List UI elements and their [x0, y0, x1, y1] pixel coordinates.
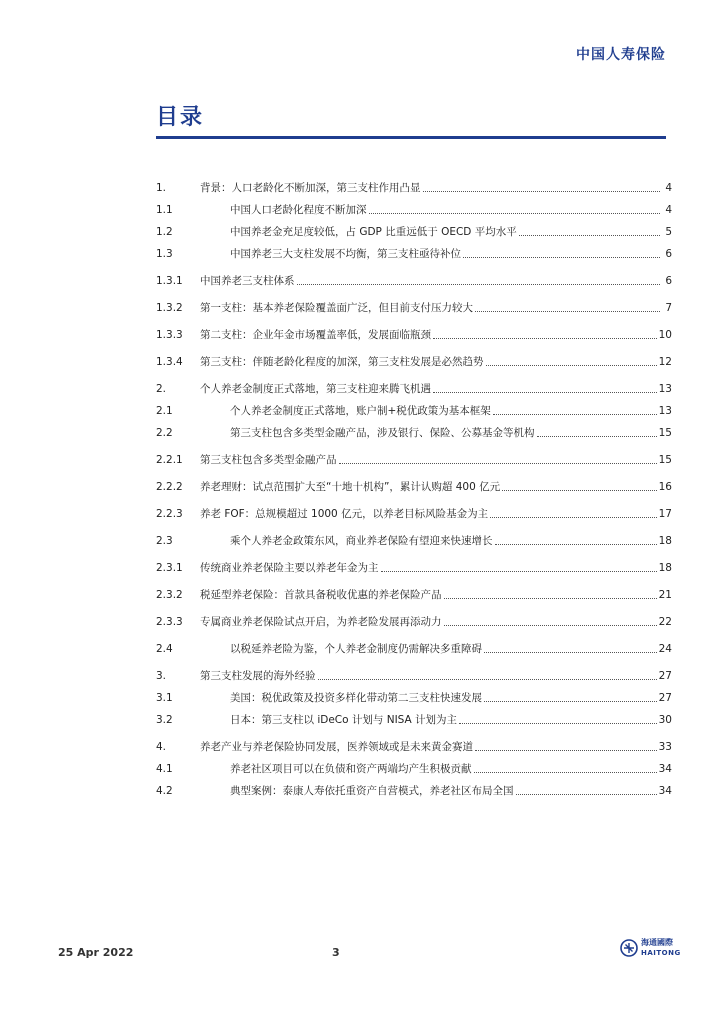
toc-entry-number: 1.1 [156, 204, 173, 216]
toc-entry-number: 4.1 [156, 763, 173, 775]
toc-leader-dots [339, 462, 657, 464]
toc-leader-dots [444, 624, 657, 626]
toc-entry[interactable] [156, 239, 672, 261]
toc-entry[interactable] [156, 320, 672, 342]
toc-entry-page: 15 [658, 427, 672, 439]
toc-entry-number: 1. [156, 182, 167, 194]
toc-entry-number: 1.3.2 [156, 302, 183, 314]
toc-entry-title: 养老社区项目可以在负债和资产两端均产生积极贡献 [230, 763, 472, 775]
toc-entry-number: 3.2 [156, 714, 173, 726]
toc-entry-title: 中国人口老龄化程度不断加深 [230, 204, 367, 216]
toc-entry-page: 34 [658, 785, 672, 797]
toc-entry-title: 背景：人口老龄化不断加深，第三支柱作用凸显 [200, 182, 421, 194]
toc-leader-dots [502, 489, 657, 491]
toc-entry-number: 1.3 [156, 248, 173, 260]
toc-entry-title: 专属商业养老保险试点开启，为养老险发展再添动力 [200, 616, 442, 628]
toc-entry-number: 3. [156, 670, 167, 682]
toc-entry-number: 1.3.4 [156, 356, 183, 368]
toc-leader-dots [423, 190, 661, 192]
toc-leader-dots [474, 771, 657, 773]
toc-entry-number: 2.2.3 [156, 508, 183, 520]
toc-leader-dots [495, 543, 657, 545]
toc-entry-title: 第三支柱：伴随老龄化程度的加深，第三支柱发展是必然趋势 [200, 356, 484, 368]
toc-entry[interactable] [156, 526, 672, 548]
toc-entry-title: 养老产业与养老保险协同发展，医养领域或是未来黄金赛道 [200, 741, 473, 753]
toc-entry[interactable] [156, 396, 672, 418]
toc-leader-dots [369, 212, 661, 214]
toc-entry-page: 27 [658, 692, 672, 704]
toc-entry-number: 2.2.2 [156, 481, 183, 493]
toc-entry-number: 2.1 [156, 405, 173, 417]
toc-entry-number: 1.3.3 [156, 329, 183, 341]
toc-entry-title: 第三支柱包含多类型金融产品 [200, 454, 337, 466]
toc-entry-page: 18 [658, 562, 672, 574]
toc-entry-title: 个人养老金制度正式落地，账户制+税优政策为基本框架 [230, 405, 491, 417]
report-header-title: 中国人寿保险 [576, 47, 666, 63]
toc-entry[interactable] [156, 754, 672, 776]
toc-entry-number: 2.3 [156, 535, 173, 547]
toc-entry-title: 典型案例：泰康人寿依托重资产自营模式，养老社区布局全国 [230, 785, 514, 797]
toc-entry[interactable] [156, 195, 672, 217]
toc-entry-title: 养老 FOF：总规模超过 1000 亿元，以养老目标风险基金为主 [200, 508, 489, 520]
toc-entry[interactable] [156, 683, 672, 705]
toc-entry-title: 第三支柱包含多类型金融产品，涉及银行、保险、公募基金等机构 [230, 427, 535, 439]
toc-entry-page: 21 [658, 589, 672, 601]
toc-entry-number: 4. [156, 741, 167, 753]
toc-entry-number: 2.3.1 [156, 562, 183, 574]
toc-entry-title: 日本：第三支柱以 iDeCo 计划与 NISA 计划为主 [230, 714, 458, 726]
toc-entry[interactable] [156, 374, 672, 396]
toc-entry-title: 税延型养老保险：首款具备税收优惠的养老保险产品 [200, 589, 442, 601]
toc-entry[interactable] [156, 607, 672, 629]
toc-entry[interactable] [156, 661, 672, 683]
toc-entry-title: 第一支柱：基本养老保险覆盖面广泛，但目前支付压力较大 [200, 302, 473, 314]
toc-entry-page: 17 [658, 508, 672, 520]
toc-entry[interactable] [156, 553, 672, 575]
toc-entry[interactable] [156, 499, 672, 521]
toc-entry-page: 6 [665, 248, 672, 260]
toc-entry-number: 4.2 [156, 785, 173, 797]
toc-entry-title: 传统商业养老保险主要以养老年金为主 [200, 562, 379, 574]
toc-entry-number: 3.1 [156, 692, 173, 704]
toc-entry-number: 1.2 [156, 226, 173, 238]
toc-entry-page: 33 [658, 741, 672, 753]
toc-entry-page: 4 [665, 182, 672, 194]
toc-entry[interactable] [156, 634, 672, 656]
toc-leader-dots [297, 283, 661, 285]
logo-chinese-text: 海通國際 [641, 938, 673, 947]
footer-date: 25 Apr 2022 [58, 946, 134, 959]
toc-leader-dots [519, 234, 660, 236]
toc-leader-dots [459, 722, 657, 724]
toc-entry[interactable] [156, 776, 672, 798]
footer-page-number: 3 [332, 946, 340, 959]
toc-entry-title: 个人养老金制度正式落地，第三支柱迎来腾飞机遇 [200, 383, 431, 395]
toc-entry-page: 34 [658, 763, 672, 775]
haitong-logo [620, 938, 681, 958]
toc-leader-dots [490, 516, 657, 518]
toc-entry[interactable] [156, 347, 672, 369]
toc-entry-title: 养老理财：试点范围扩大至“十地十机构”，累计认购超 400 亿元 [200, 481, 501, 493]
toc-entry-number: 2.2.1 [156, 454, 183, 466]
toc-entry[interactable] [156, 293, 672, 315]
toc-leader-dots [484, 700, 657, 702]
toc-entry-title: 第三支柱发展的海外经验 [200, 670, 316, 682]
toc-entry[interactable] [156, 705, 672, 727]
toc-entry-page: 13 [658, 405, 672, 417]
title-divider [156, 136, 666, 139]
toc-entry-number: 1.3.1 [156, 275, 183, 287]
toc-entry[interactable] [156, 580, 672, 602]
toc-entry-page: 27 [658, 670, 672, 682]
toc-entry[interactable] [156, 445, 672, 467]
toc-leader-dots [463, 256, 660, 258]
toc-leader-dots [444, 597, 657, 599]
toc-entry-title: 乘个人养老金政策东风，商业养老保险有望迎来快速增长 [230, 535, 493, 547]
toc-leader-dots [433, 337, 657, 339]
toc-entry[interactable] [156, 173, 672, 195]
toc-entry-title: 中国养老金充足度较低，占 GDP 比重远低于 OECD 平均水平 [230, 226, 517, 238]
toc-entry-page: 16 [658, 481, 672, 493]
toc-entry-title: 以税延养老险为鉴，个人养老金制度仍需解决多重障碍 [230, 643, 482, 655]
toc-entry-page: 4 [665, 204, 672, 216]
toc-entry-page: 12 [658, 356, 672, 368]
toc-leader-dots [537, 435, 657, 437]
toc-leader-dots [433, 391, 657, 393]
toc-entry-page: 18 [658, 535, 672, 547]
toc-leader-dots [475, 749, 657, 751]
toc-leader-dots [484, 651, 657, 653]
toc-entry-number: 2. [156, 383, 167, 395]
toc-entry-title: 第二支柱：企业年金市场覆盖率低，发展面临瓶颈 [200, 329, 431, 341]
toc-leader-dots [486, 364, 657, 366]
toc-entry[interactable] [156, 418, 672, 440]
toc-leader-dots [318, 678, 657, 680]
haitong-logo-icon [620, 939, 638, 957]
toc-entry-title: 中国养老三支柱体系 [200, 275, 295, 287]
toc-entry-page: 24 [658, 643, 672, 655]
toc-leader-dots [381, 570, 657, 572]
toc-entry-number: 2.2 [156, 427, 173, 439]
toc-entry-number: 2.3.2 [156, 589, 183, 601]
toc-entry[interactable] [156, 732, 672, 754]
toc-entry-title: 美国：税优政策及投资多样化带动第二三支柱快速发展 [230, 692, 482, 704]
toc-entry[interactable] [156, 472, 672, 494]
toc-leader-dots [475, 310, 660, 312]
toc-entry-page: 7 [665, 302, 672, 314]
toc-entry-page: 13 [658, 383, 672, 395]
toc-entry[interactable] [156, 217, 672, 239]
logo-english-text: HAITONG [641, 949, 681, 957]
toc-entry-page: 6 [665, 275, 672, 287]
toc-entry-number: 2.3.3 [156, 616, 183, 628]
toc-entry-page: 10 [658, 329, 672, 341]
toc-entry-page: 30 [658, 714, 672, 726]
table-of-contents [156, 173, 672, 798]
toc-entry-number: 2.4 [156, 643, 173, 655]
toc-entry-title: 中国养老三大支柱发展不均衡，第三支柱亟待补位 [230, 248, 461, 260]
toc-entry-page: 15 [658, 454, 672, 466]
toc-leader-dots [516, 793, 657, 795]
toc-entry-page: 22 [658, 616, 672, 628]
toc-entry[interactable] [156, 266, 672, 288]
toc-leader-dots [493, 413, 657, 415]
toc-entry-page: 5 [665, 226, 672, 238]
page-title: 目录 [156, 105, 205, 130]
